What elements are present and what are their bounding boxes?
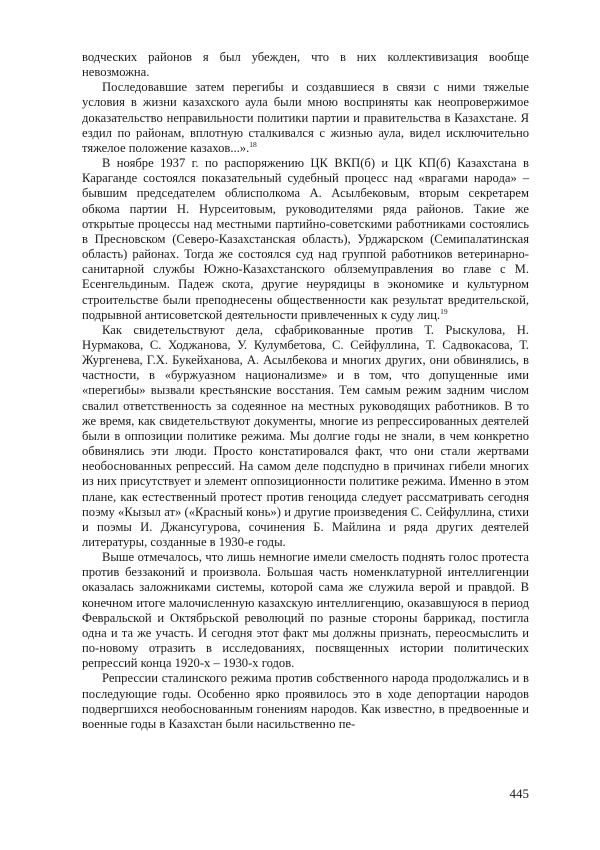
paragraph-4 xyxy=(82,323,529,550)
footnote-ref-18: 18 xyxy=(249,139,257,149)
paragraph-2-text: Последовавшие затем перегибы и создавшиеся в связи с ними тяжелые условия в жизни казахского аула были мною восприняты как неопровержимое доказательство неправильности политики партии и правительства в Казахстане. Я ездил по районам, вплотную сталкивался с жизнью аула, видел исключительно тяжелое положение казахов...». xyxy=(82,80,529,155)
paragraph-5-text: Выше отмечалось, что лишь немногие имели смелость поднять голос протеста против беззаконий и произвола. Большая часть номенклатурной интеллигенции оказалась заложниками системы, которой сама же служила верой и правдой. В конечном итоге малочисленную казахскую интеллигенцию, оказавшуюся в период Февральской и Октябрьской революций по разные стороны баррикад, постигла одна и та же участь. И сегодня этот факт мы должны признать, переосмыслить и по-новому отразить в исследованиях, посвященных истории политических репрессий конца 1920-х – 1930-х годов. xyxy=(82,550,529,671)
page-number: 445 xyxy=(509,786,529,801)
footnote-ref-19: 19 xyxy=(440,306,448,316)
paragraph-1-text: водческих районов я был убежден, что в них коллективизация вообще невозможна. xyxy=(82,50,529,80)
paragraph-2 xyxy=(82,80,529,156)
paragraph-6-text: Репрессии сталинского режима против собственного народа продолжались и в последующие годы. Особенно ярко проявилось это в ходе депортации народов подвергшихся необоснованным гонениям народов. Как известно, в предвоенные и военные годы в Казахстан были насильственно пе- xyxy=(82,671,529,731)
paragraph-5 xyxy=(82,550,529,671)
paragraph-3-text: В ноябре 1937 г. по распоряжению ЦК ВКП(б) и ЦК КП(б) Казахстана в Караганде состоялся показательный судебный процесс над «врагами народа» – бывшим председателем облисполкома А. Асылбековым, вторым секретарем обкома партии Н. Нурсеитовым, руководителями ряда районов. Такие же открытые процессы над местными партийно-советскими работниками состоялись в Пресновском (Северо-Казахстанская область), Урджарском (Семипалатинская область) районах. Тогда же состоялся суд над группой работников ветеринарно-санитарной службы Южно-Казахстанского облземуправления во главе с М. Есенгельдиным. Падеж скота, другие неурядицы в экономике и культурном строительстве были преподнесены общественности как результат вредительской, подрывной антисоветской деятельности привлеченных к суду лиц. xyxy=(82,156,529,322)
paragraph-3 xyxy=(82,156,529,323)
paragraph-1 xyxy=(82,50,529,80)
paragraph-4-text: Как свидетельствуют дела, сфабрикованные против Т. Рыскулова, Н. Нурмакова, С. Ходжанова, У. Кулумбетова, С. Сейфуллина, Т. Садвокасова, Т. Жургенева, Г.Х. Букейханова, А. Асылбекова и многих других, они обвинялись, в частности, в «буржуазном национализме» и в том, что допущенные ими «перегибы» вызвали крестьянские восстания. Тем самым режим задним числом свалил ответственность за содеянное на местных руководящих работников. В то же время, как свидетельствуют документы, многие из репрессированных деятелей были в оппозиции политике режима. Мы долгие годы не знали, в чем конкретно обвинялись эти люди. Просто констатировался факт, что они стали жертвами необоснованных репрессий. На самом деле подспудно в причинах гибели многих из них присутствует и элемент оппозиционности политике режима. Именно в этом плане, как естественный протест против геноцида следует рассматривать сегодня поэму «Кызыл ат» («Красный конь») и другие произведения С. Сейфуллина, стихи и поэмы И. Джансугурова, сочинения Б. Майлина и ряда других деятелей литературы, созданные в 1930-е годы. xyxy=(82,322,529,549)
paragraph-6 xyxy=(82,671,529,732)
page-body-text xyxy=(82,50,529,732)
